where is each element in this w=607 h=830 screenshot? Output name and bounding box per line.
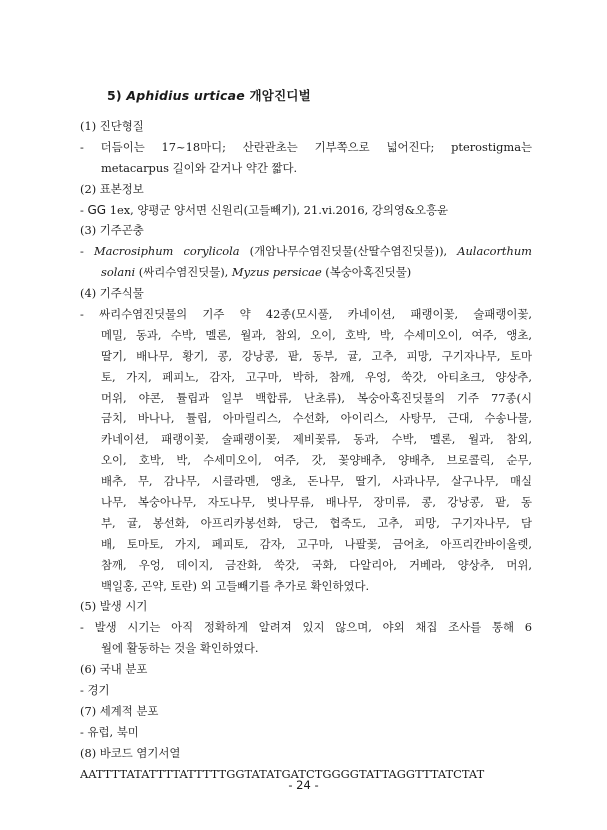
diagnosis-line-1: - 더듬이는 17~18마디; 산란관초는 기부쪽으로 넓어진다; pterostigma는	[80, 139, 532, 154]
host-plant-line: - 싸리수염진딧물의 기주 약 42종(모시풀, 카네이션, 패랭이꽃, 술패랭이꽃,	[80, 307, 532, 322]
host-insect-species-2: Aulacorthum	[457, 244, 532, 259]
host-plant-line: 부, 귤, 봉선화, 아프리카봉선화, 당근, 협죽도, 고추, 피망, 구기자나무, 담	[101, 515, 532, 530]
host-plant-line: 배추, 무, 감나무, 시클라멘, 앵초, 돈나무, 딸기, 사과나무, 살구나무, 매실	[101, 474, 532, 489]
occurrence-header: (5) 발생 시기	[80, 599, 148, 614]
species-name: Aphidius urticae	[126, 88, 245, 103]
body-text	[80, 116, 532, 785]
host-plant-line: 머위, 야콘, 튤립과 일부 백합류, 난초류), 복숭아혹진딧물의 기주 77종(시	[101, 390, 532, 405]
host-plant-line: 나무, 복숭아나무, 자도나무, 벚나무류, 배나무, 장미류, 콩, 강낭콩, 팥, 동	[101, 495, 532, 510]
domestic-distribution-line: - 경기	[80, 683, 110, 698]
barcode-sequence: AATTTTATATTTTATTTTTGGTATATGATCTGGGGTATTAGGTTTATCTAT	[80, 766, 485, 781]
specimen-header: (2) 표본정보	[80, 181, 144, 196]
host-insect-korean-1: (개암나무수염진딧물(산딸수염진딧물)),	[239, 244, 458, 259]
occurrence-line-2: 월에 활동하는 것을 확인하였다.	[101, 641, 259, 656]
host-plant-line: 메밀, 동과, 수박, 멜론, 월과, 참외, 오이, 호박, 박, 수세미오이, 여주, 앵초,	[101, 327, 532, 342]
page-number: - 24 -	[288, 778, 319, 792]
korean-name: 개암진디벌	[249, 88, 311, 103]
host-insect-species-3: Myzus persicae	[231, 265, 322, 280]
host-plant-line: 딸기, 배나무, 황기, 콩, 강낭콩, 팥, 동부, 귤, 고추, 피망, 구기자나무, 토마	[101, 348, 532, 363]
host-plant-line: 참깨, 우엉, 데이지, 금잔화, 쑥갓, 국화, 다알리아, 거베라, 양상추, 머위,	[101, 557, 532, 572]
host-plant-line: 배, 토마토, 가지, 페피토, 감자, 고구마, 나팔꽃, 금어초, 아프리칸바이올렛,	[101, 536, 532, 551]
host-plant-line: 토, 가지, 페피노, 감자, 고구마, 박하, 참깨, 우엉, 쑥갓, 아티초크, 양상추,	[101, 369, 532, 384]
host-plant-header: (4) 기주식물	[80, 286, 144, 301]
world-distribution-line: - 유럽, 북미	[80, 724, 139, 739]
host-insect-line-2	[80, 262, 532, 283]
diagnosis-line-2: metacarpus 길이와 같거나 약간 짧다.	[101, 160, 298, 175]
section-number: 5)	[107, 88, 122, 103]
section-title	[107, 86, 311, 104]
host-plant-line: 카네이션, 패랭이꽃, 술패랭이꽃, 제비꽃류, 동과, 수박, 멜론, 월과, 참외,	[101, 432, 532, 447]
barcode-header: (8) 바코드 염기서열	[80, 745, 181, 760]
host-plant-line: 오이, 호박, 박, 수세미오이, 여주, 갓, 꽃양배추, 양배추, 브로콜릭, 순무,	[101, 453, 532, 468]
world-distribution-header: (7) 세계적 분포	[80, 703, 159, 718]
specimen-dash: -	[80, 202, 88, 217]
specimen-details: 1ex, 양평군 양서면 신원리(고들빼기), 21.vi.2016, 강의영&오흥윤	[106, 202, 448, 217]
host-plant-line: 백일홍, 곤약, 토란) 외 고들빼기를 추가로 확인하였다.	[101, 578, 370, 593]
host-insect-korean-3: (복숭아혹진딧물)	[321, 265, 412, 280]
host-insect-species-1: Macrosiphum corylicola	[93, 244, 240, 259]
host-insect-line-1	[80, 241, 532, 262]
domestic-distribution-header: (6) 국내 분포	[80, 662, 148, 677]
specimen-code: GG	[87, 202, 107, 217]
host-plant-line: 금치, 바나나, 튤립, 아마릴리스, 수선화, 아이리스, 사탕무, 근대, 수송나물,	[101, 411, 532, 426]
host-insect-dash: -	[80, 244, 94, 259]
host-insect-species-2b: solani	[101, 265, 136, 280]
host-insect-korean-2: (싸리수염진딧물),	[135, 265, 232, 280]
host-insect-header: (3) 기주곤충	[80, 223, 144, 238]
occurrence-line-1: - 발생 시기는 아직 정확하게 알려져 있지 않으며, 야외 채집 조사를 통해 6	[80, 620, 532, 635]
specimen-line	[80, 200, 532, 221]
diagnosis-header: (1) 진단형질	[80, 119, 144, 133]
